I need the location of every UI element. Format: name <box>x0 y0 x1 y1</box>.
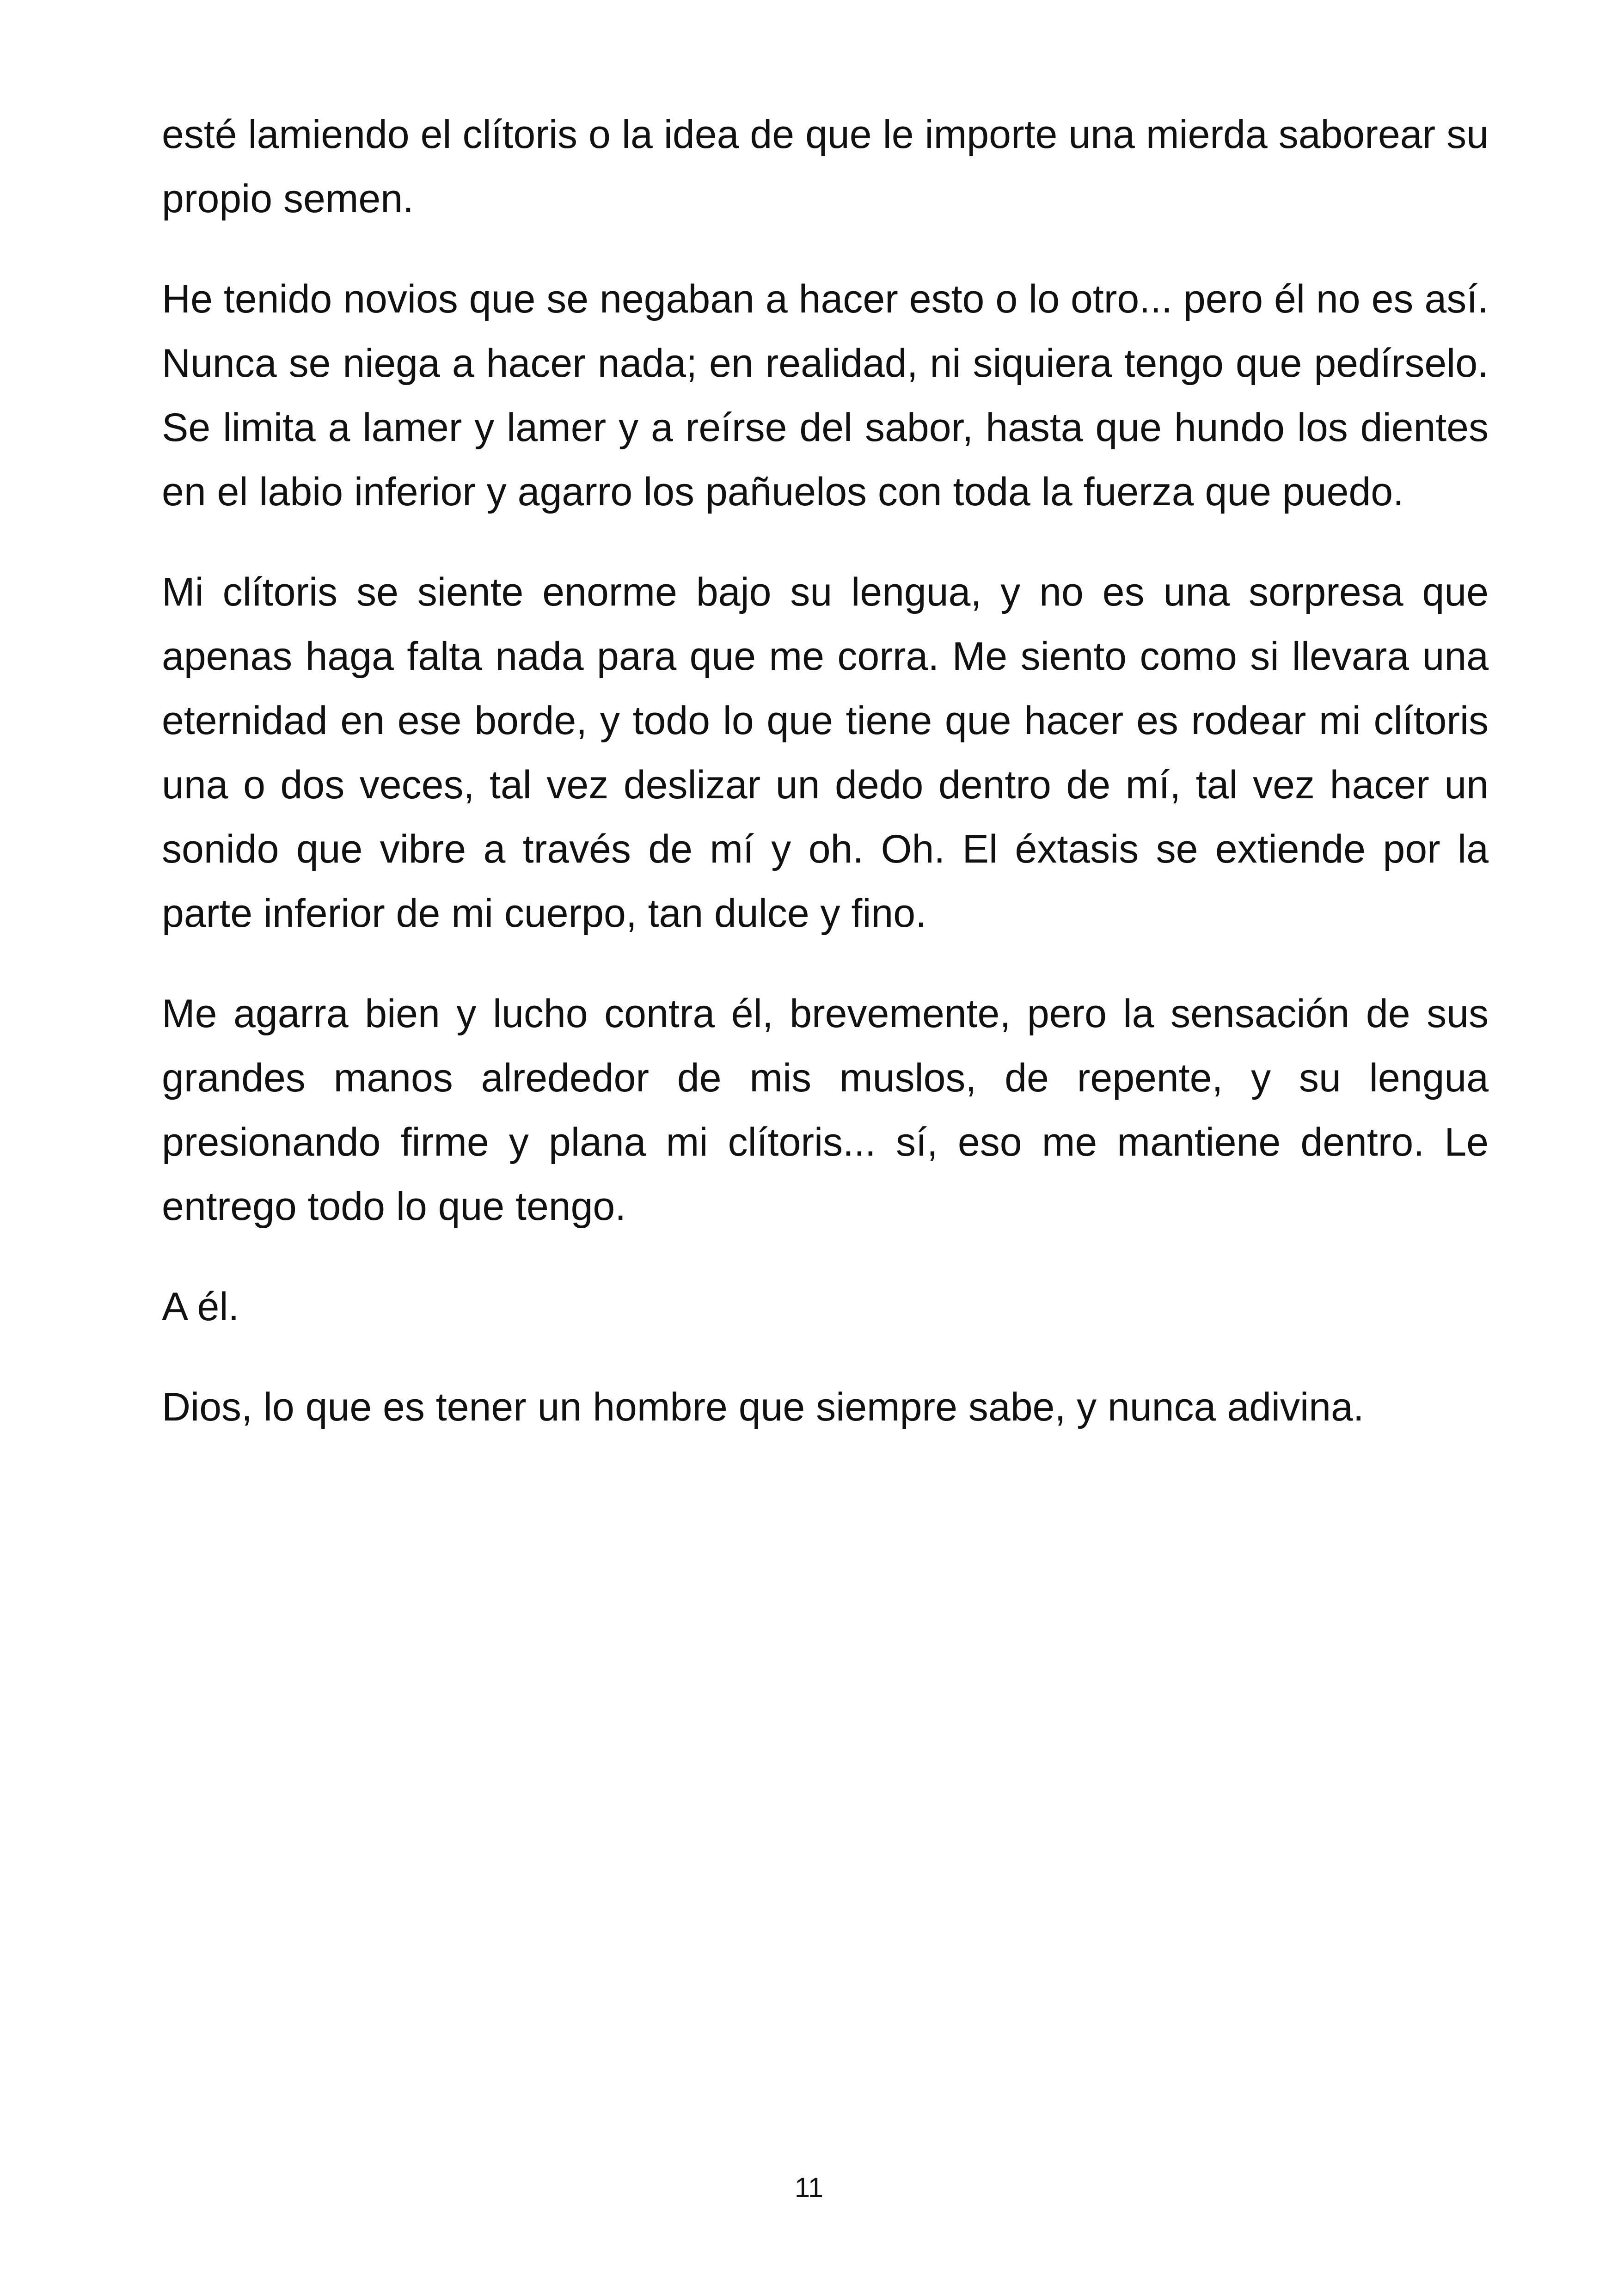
paragraph-1: esté lamiendo el clítoris o la idea de que le importe una mierda saborear su propio semen. <box>162 112 1489 221</box>
paragraph-3: Mi clítoris se siente enorme bajo su lengua, y no es una sorpresa que apenas haga falta nada para que me corra. Me siento como si llevara una eternidad en ese borde, y todo lo que tiene que hacer es rodear mi clítoris una o dos veces, tal vez deslizar un dedo dentro de mí, tal vez hacer un sonido que vibre a través de mí y oh. Oh. El éxtasis se extiende por la parte inferior de mi cuerpo, tan dulce y fino. <box>162 570 1489 936</box>
paragraph-2: He tenido novios que se negaban a hacer esto o lo otro... pero él no es así. Nunca se niega a hacer nada; en realidad, ni siquiera tengo que pedírselo. Se limita a lamer y lamer y a reírse del sabor, hasta que hundo los dientes en el labio inferior y agarro los pañuelos con toda la fuerza que puedo. <box>162 277 1489 514</box>
paragraph-4: Me agarra bien y lucho contra él, brevemente, pero la sensación de sus grandes manos alrededor de mis muslos, de repente, y su lengua presionando firme y plana mi clítoris... sí, eso me mantiene dentro. Le entrego todo lo que tengo. <box>162 992 1489 1229</box>
paragraph-6: Dios, lo que es tener un hombre que siempre sabe, y nunca adivina. <box>162 1385 1364 1429</box>
page-number: 11 <box>794 2172 824 2203</box>
body-text <box>162 103 1489 1476</box>
paragraph-5: A él. <box>162 1285 239 1329</box>
